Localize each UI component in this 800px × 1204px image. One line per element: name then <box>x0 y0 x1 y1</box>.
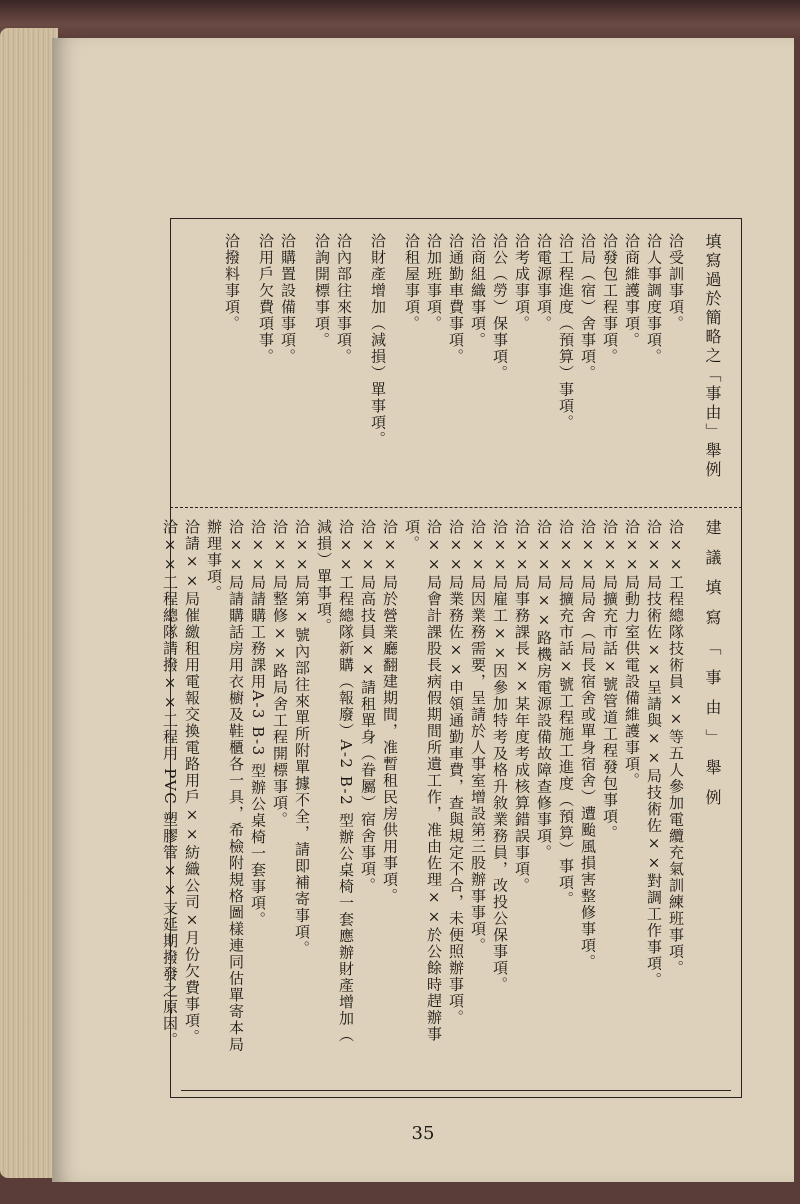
example-line: 洽××局整修××路局舍工程開標事項。 <box>271 519 289 828</box>
example-line: 減損）單事項。 <box>315 519 333 635</box>
bottom-rule <box>181 1090 731 1091</box>
example-line: 洽商組織事項。 <box>469 233 487 349</box>
example-line: 洽××局擴充市話×號管道工程發包事項。 <box>601 519 619 842</box>
example-line: 洽××局局舍（局長宿舍或單身宿舍）遭颱風損害整修事項。 <box>579 519 597 971</box>
example-line: 洽工程進度（預算）事項。 <box>557 233 575 431</box>
example-line: 洽詢開標事項。 <box>313 233 331 349</box>
section-heading: 填寫過於簡略之「事由」舉例 <box>703 233 722 480</box>
section-divider <box>170 507 742 508</box>
example-line: 洽××局××路機房電源設備故障查修事項。 <box>535 519 553 861</box>
example-line: 洽××局於營業廳翻建期間，准暫租民房供用事項。 <box>381 519 399 905</box>
example-line: 洽局（宿）舍事項。 <box>579 233 597 382</box>
example-line: 洽××局擴充市話×號工程施工進度（預算）事項。 <box>557 519 575 908</box>
example-line: 洽××局業務佐××申領通勤車費，查與規定不合，未便照辦事項。 <box>447 519 465 1026</box>
example-line: 洽用戶欠費項事。 <box>257 233 275 365</box>
example-line: 洽購置設備事項。 <box>279 233 297 365</box>
example-line: 洽考成事項。 <box>513 233 531 332</box>
example-line: 洽××工程總隊技術員××等五人參加電纜充氣訓練班事項。 <box>667 519 685 977</box>
example-line: 洽××局第×號內部往來單所附單據不全，請即補寄事項。 <box>293 519 311 957</box>
example-line: 洽加班事項。 <box>425 233 443 332</box>
example-line: 洽××局雇工××因參加特考及格升敘業務員，改投公保事項。 <box>491 519 509 993</box>
left-section-poor-examples <box>179 233 723 505</box>
book-page <box>52 38 794 1182</box>
page-edges <box>0 28 58 1178</box>
table-frame <box>161 218 742 1098</box>
example-line: 洽商維護事項。 <box>623 233 641 349</box>
example-line: 洽內部往來事項。 <box>335 233 353 365</box>
example-line: 洽電源事項。 <box>535 233 553 332</box>
example-line: 洽發包工程事項。 <box>601 233 619 365</box>
example-line: 洽撥料事項。 <box>223 233 241 332</box>
example-line: 洽××局因業務需要，呈請於人事室增設第三股辦事事項。 <box>469 519 487 954</box>
section-heading: 建議填寫「事由」舉例 <box>703 519 722 819</box>
book-top-edge <box>0 0 800 40</box>
example-line: 洽××局動力室供電設備維護事項。 <box>623 519 641 789</box>
right-section-suggested-examples <box>161 519 723 1079</box>
example-line: 項。 <box>403 519 421 552</box>
example-line: 洽人事調度事項。 <box>645 233 663 365</box>
example-line: 洽××局事務課長××某年度考成核算錯誤事項。 <box>513 519 531 894</box>
example-line: 洽××局高技員××請租單身（眷屬）宿舍事項。 <box>359 519 377 894</box>
example-line: 洽通勤車費事項。 <box>447 233 465 365</box>
example-line: 洽受訓事項。 <box>667 233 685 332</box>
page-number: 35 <box>411 1123 435 1144</box>
example-line: 洽××局請購話房用衣櫥及鞋櫃各一具，希檢附規格圖樣連同估單寄本局 <box>227 519 245 1053</box>
example-line: 洽財產增加（減損）單事項。 <box>369 233 387 448</box>
example-line: 洽××局技術佐××呈請與××局技術佐××對調工作事項。 <box>645 519 663 989</box>
example-line: 洽公（勞）保事項。 <box>491 233 509 382</box>
example-line: 洽請××局催繳租用電報交換電路用戶××紡織公司×月份欠費事項。 <box>183 519 201 1046</box>
example-line: 洽××局請購工務課用A-3 B-3 型辦公桌椅一套事項。 <box>249 519 267 928</box>
example-line: 辦理事項。 <box>205 519 223 602</box>
example-line: 洽××工程總隊新購（報廢）A-2 B-2 型辦公桌椅一套應辦財產增加（ <box>337 519 355 1044</box>
example-line: 洽××局會計課股長病假期間所遺工作，准由佐理××於公餘時趕辦事 <box>425 519 443 1043</box>
example-line: 洽租屋事項。 <box>403 233 421 332</box>
example-line: 洽××工程總隊請撥××工程用 PVC 塑膠管××支延期撥發之原因。 <box>161 519 179 1049</box>
